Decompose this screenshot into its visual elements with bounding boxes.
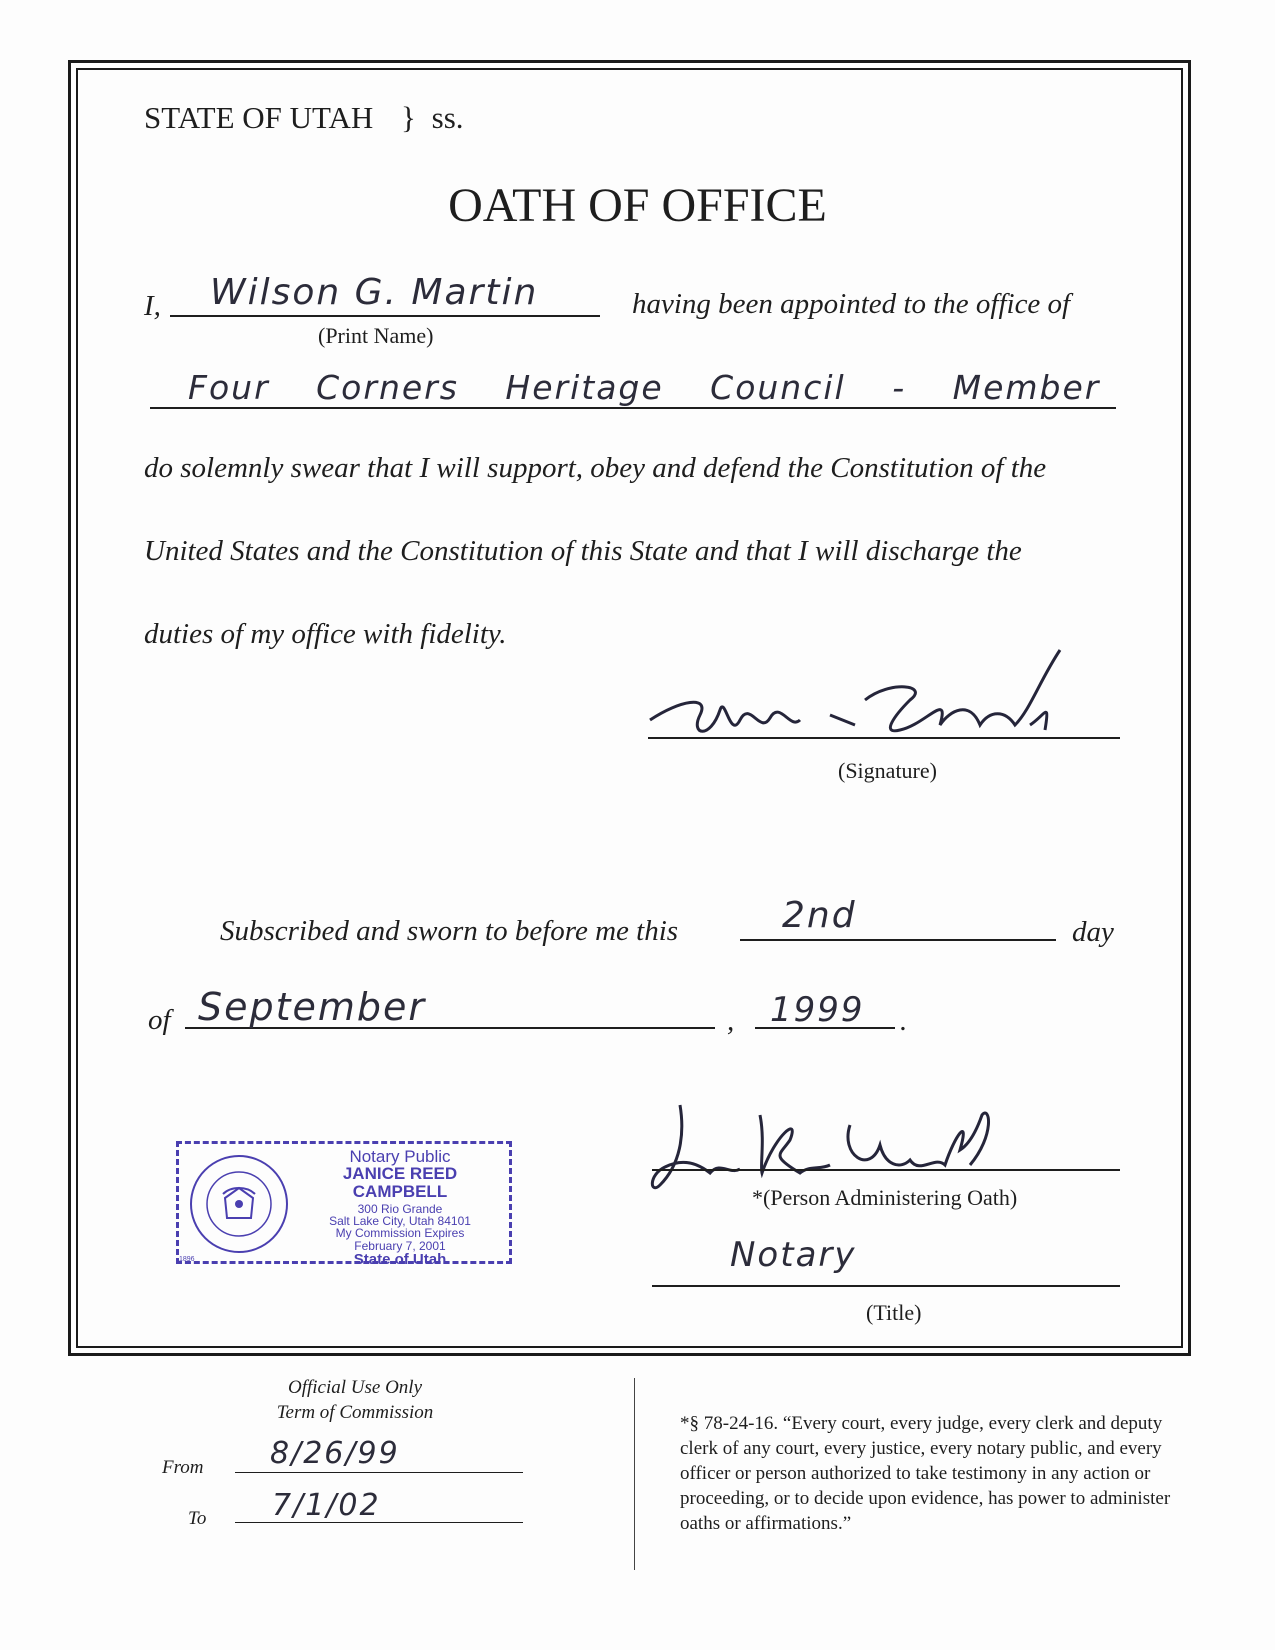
stamp-text	[297, 1148, 503, 1267]
print-name-value: Wilson G. Martin	[210, 272, 539, 313]
state-name: STATE OF UTAH	[144, 100, 374, 135]
official-use-heading	[215, 1375, 495, 1425]
title-line	[652, 1285, 1120, 1287]
sworn-text: Subscribed and sworn to before me this	[220, 915, 679, 947]
venue-header	[144, 100, 464, 136]
year-value: 1999	[770, 990, 865, 1030]
stamp-notary-public: Notary Public	[349, 1147, 451, 1166]
comma: ,	[727, 1005, 735, 1037]
administrator-title-value: Notary	[730, 1235, 857, 1275]
prefix-i: I,	[144, 290, 161, 322]
ss-label: ss.	[431, 100, 464, 135]
from-line	[235, 1472, 523, 1473]
signature-caption: (Signature)	[838, 758, 937, 783]
oath-line-1	[144, 452, 1119, 485]
oath-line-3: duties of my office with fidelity.	[144, 618, 507, 650]
month-value: September	[198, 985, 427, 1029]
title-caption: (Title)	[866, 1300, 922, 1325]
stamp-commission-date: February 7, 2001	[354, 1238, 446, 1253]
brace: }	[401, 100, 416, 135]
print-name-caption: (Print Name)	[318, 323, 434, 348]
stamp-city: Salt Lake City, Utah 84101	[329, 1214, 471, 1229]
oath-line-2-text: United States and the Constitution of this State and that I will discharge the	[144, 535, 1022, 567]
stamp-state: State of Utah	[353, 1250, 447, 1268]
from-value: 8/26/99	[270, 1436, 400, 1471]
signature-line	[648, 737, 1120, 739]
page-title: OATH OF OFFICE	[448, 179, 827, 232]
print-name-line	[170, 315, 600, 317]
utah-seal-image	[185, 1150, 293, 1258]
day-label: day	[1072, 916, 1114, 948]
footer-divider	[634, 1378, 635, 1570]
oath-line-2	[144, 535, 1119, 568]
stamp-address: 300 Rio Grande	[357, 1201, 443, 1216]
period: .	[900, 1005, 908, 1037]
oath-line-1-text: do solemnly swear that I will support, obey and defend the Constitution of the	[144, 452, 1047, 484]
day-line	[740, 939, 1056, 941]
office-value: Four Corners Heritage Council - Member	[188, 368, 1101, 407]
appointed-text: having been appointed to the office of	[632, 288, 1071, 320]
term-of-commission-label: Term of Commission	[276, 1402, 434, 1423]
from-label: From	[162, 1457, 204, 1478]
day-value: 2nd	[782, 895, 857, 936]
administrator-line	[652, 1169, 1120, 1171]
to-label: To	[188, 1508, 207, 1529]
official-use-title: Official Use Only	[287, 1377, 423, 1398]
appointee-signature-image	[640, 640, 1120, 750]
notary-stamp	[176, 1141, 512, 1268]
to-value: 7/1/02	[272, 1488, 381, 1523]
stamp-commission-label: My Commission Expires	[335, 1226, 465, 1241]
of-label: of	[148, 1004, 171, 1036]
seal-year: 1896	[179, 1256, 195, 1263]
administrator-caption: *(Person Administering Oath)	[752, 1185, 1018, 1210]
office-line	[150, 407, 1116, 409]
stamp-notary-name: JANICE REED CAMPBELL	[342, 1164, 458, 1201]
statute-note: *§ 78-24-16. “Every court, every judge, every clerk and deputy clerk of any court, every justice, every notary public, and every officer or person authorized to take testimony in any action or proceeding, or to decide upon evidence, has power to administer oaths or affirmations.”	[680, 1413, 1171, 1534]
